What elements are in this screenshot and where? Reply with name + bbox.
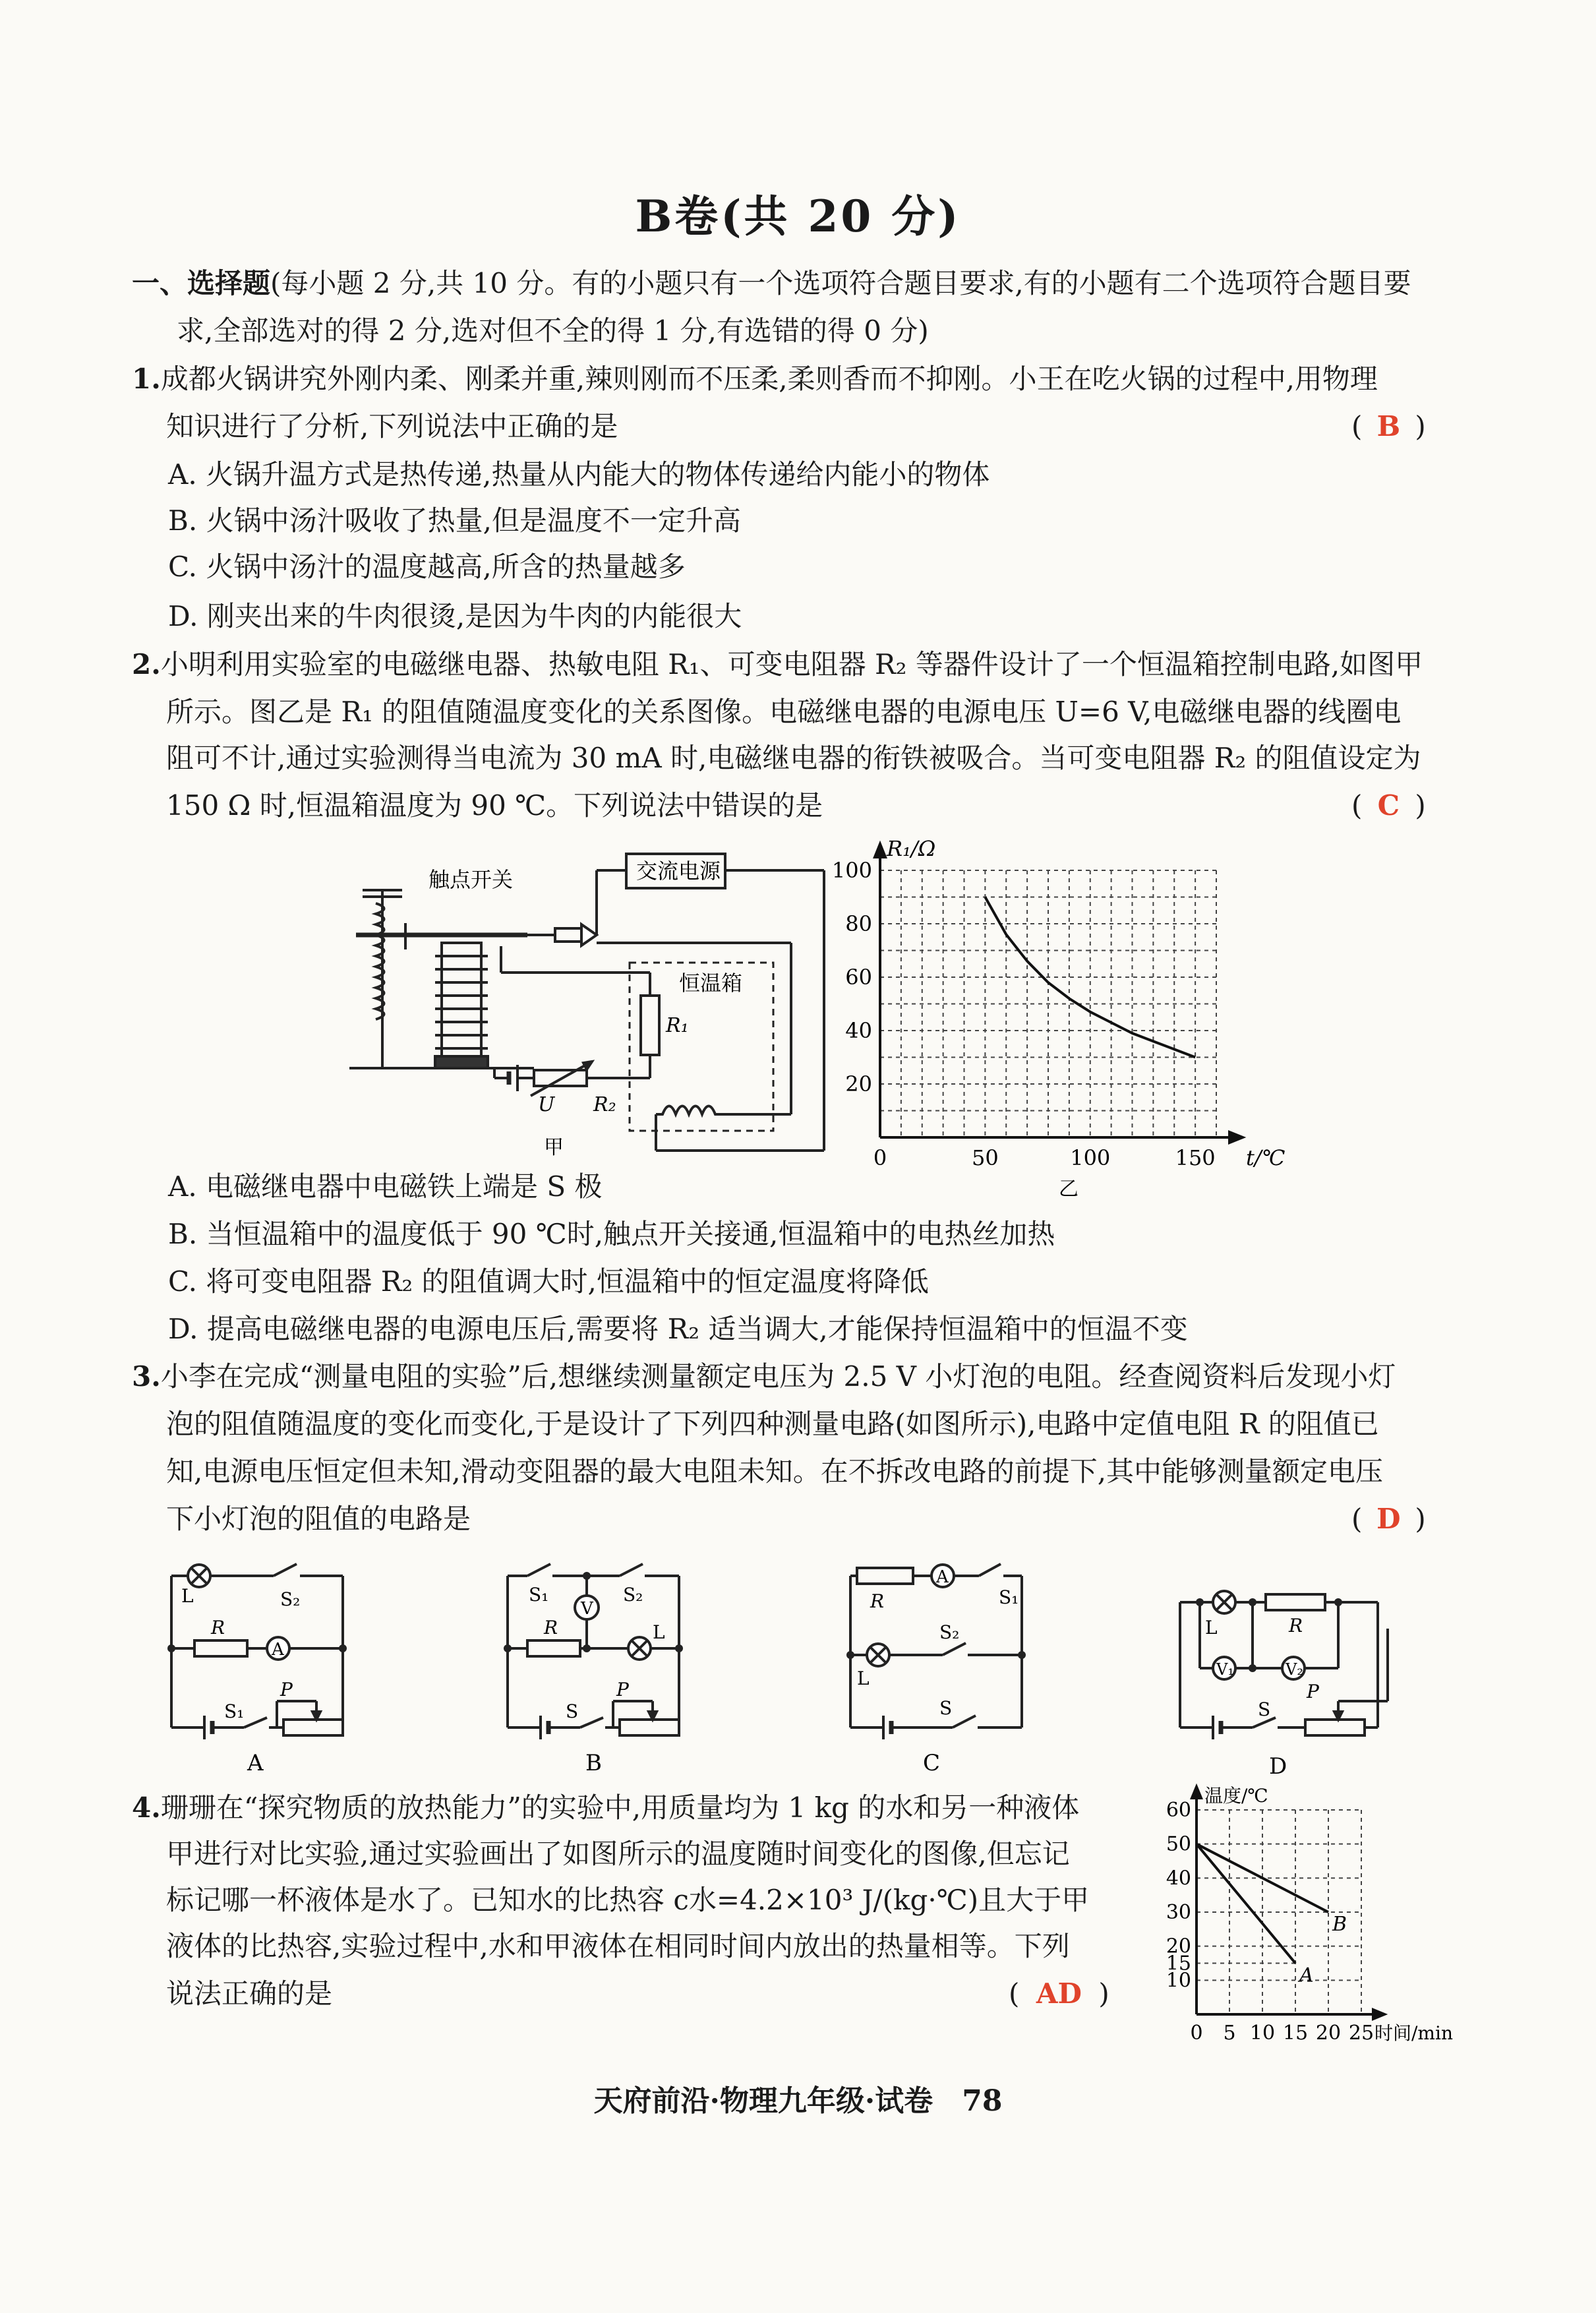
q2-paren-right: ): [1415, 789, 1426, 822]
chart2-ytick: 50: [1166, 1832, 1191, 1856]
circuit-c-s: S: [939, 1697, 953, 1719]
q4-stem-2: 甲进行对比实验,通过实验画出了如图所示的温度随时间变化的图像,但忘记: [166, 1838, 1070, 1870]
chart1-x-arrow: [1229, 1132, 1243, 1143]
chart1-ylabel: R₁/Ω: [887, 836, 936, 861]
circuit-d-r: R: [1289, 1615, 1303, 1637]
chart2-y-arrow: [1192, 1787, 1201, 1798]
chart1-y-arrow: [875, 844, 885, 857]
q4-answer-box: [1009, 1974, 1109, 2014]
q2-stem-2: 所示。图乙是 R₁ 的阻值随温度变化的关系图像。电磁继电器的电源电压 U=6 V,电磁继电器的线圈电: [166, 696, 1402, 728]
chart2-ytick: 60: [1166, 1799, 1191, 1822]
q2-option-b: B. 当恒温箱中的温度低于 90 ℃时,触点开关接通,恒温箱中的电热丝加热: [168, 1218, 1055, 1250]
chart2-xtick: 15: [1282, 2022, 1309, 2045]
circuit-b-s2: S₂: [623, 1584, 643, 1606]
q1-option-d: D. 刚夹出来的牛肉很烫,是因为牛肉的内能很大: [168, 600, 742, 632]
page-footer: 天府前沿·物理九年级·试卷 78: [593, 2084, 1003, 2118]
circuit-d-s: S: [1258, 1698, 1271, 1720]
q3-stem-3: 知,电源电压恒定但未知,滑动变阻器的最大电阻未知。在不拆改电路的前提下,其中能够测量额定电压: [166, 1455, 1384, 1487]
chart2-x-arrow: [1373, 2010, 1384, 2019]
q4-paren-right: ): [1098, 1977, 1109, 2010]
chart1-ytick: 80: [845, 911, 872, 936]
q3-paren-left: (: [1351, 1503, 1363, 1535]
circuit-a-s1: S₁: [224, 1700, 245, 1722]
q1-option-b: B. 火锅中汤汁吸收了热量,但是温度不一定升高: [168, 504, 741, 537]
chart2-ytick: 10: [1166, 1969, 1191, 1993]
spring: [376, 903, 384, 1019]
circuit-a-p: P: [280, 1679, 293, 1700]
q4-stem-3: 标记哪一杯液体是水了。已知水的比热容 c水=4.2×10³ J/(kg·℃)且大于甲: [166, 1884, 1090, 1916]
u-label: U: [538, 1093, 555, 1116]
circuit-b-meter: V: [581, 1599, 593, 1619]
chart1-caption: 乙: [1058, 1178, 1079, 1201]
circuit-c-l: L: [857, 1667, 870, 1689]
chart2-xtick: 20: [1315, 2022, 1342, 2045]
section-instruction-2: 求,全部选对的得 2 分,选对但不全的得 1 分,有选错的得 0 分): [177, 315, 929, 347]
q2-paren-left: (: [1351, 789, 1363, 822]
circuit-b-l: L: [653, 1621, 665, 1643]
q1-stem-1: [132, 359, 1378, 399]
circuit-b-caption: B: [585, 1750, 602, 1776]
q4-text-1: 珊珊在“探究物质的放热能力”的实验中,用质量均为 1 kg 的水和另一种液体: [160, 1791, 1080, 1824]
circuit-c-s2: S₂: [939, 1621, 960, 1643]
chart2-ytick: 40: [1166, 1867, 1191, 1890]
circuit-a-caption: A: [247, 1750, 264, 1776]
q4-stem-5: 说法正确的是: [166, 1977, 333, 2010]
chart1-xtick: 50: [972, 1145, 999, 1170]
chart2-xtick: 5: [1223, 2022, 1236, 2045]
chart1-xtick: 100: [1070, 1145, 1111, 1170]
q3-stem-2: 泡的阻值随温度的变化而变化,于是设计了下列四种测量电路(如图所示),电路中定值电阻 R 的阻值已: [166, 1408, 1379, 1440]
figure-yi-chart: [817, 836, 1318, 1201]
r1-label: R₁: [666, 1014, 689, 1037]
circuit-b: [488, 1549, 705, 1780]
circuit-a-r: R: [211, 1617, 225, 1638]
circuit-c: [831, 1549, 1048, 1780]
chart2-ytick: 30: [1166, 1901, 1191, 1924]
circuit-b-s: S: [566, 1700, 579, 1722]
fig-jia-caption: 甲: [544, 1136, 564, 1159]
q4-number: 4.: [132, 1791, 161, 1824]
q4-answer: AD: [1036, 1977, 1082, 2010]
circuit-a-l: L: [181, 1585, 194, 1607]
circuit-d-v1: V₁: [1216, 1660, 1234, 1679]
page-title: B卷(共 20 分): [635, 191, 961, 242]
circuit-d-p: P: [1307, 1681, 1319, 1702]
q2-text-1: 小明利用实验室的电磁继电器、热敏电阻 R₁、可变电阻器 R₂ 等器件设计了一个恒温箱控制电路,如图甲: [160, 648, 1423, 680]
chart1-ytick: 40: [845, 1018, 872, 1043]
circuit-a-meter: A: [272, 1640, 284, 1660]
q1-paren-right: ): [1415, 410, 1426, 442]
chart2-ytick: 20: [1166, 1935, 1191, 1958]
chart1-ytick: 20: [845, 1071, 872, 1096]
q3-stem-4: 下小灯泡的阻值的电路是: [166, 1503, 471, 1535]
section-instruction-1: [132, 264, 1411, 303]
switch-label: 触点开关: [429, 867, 514, 892]
q2-option-c: C. 将可变电阻器 R₂ 的阻值调大时,恒温箱中的恒定温度将降低: [168, 1265, 929, 1298]
q2-answer: C: [1377, 789, 1400, 822]
section-instruction-text: (每小题 2 分,共 10 分。有的小题只有一个选项符合题目要求,有的小题有二个选项符合题目要: [270, 267, 1411, 299]
chart2-xtick: 0: [1190, 2022, 1203, 2045]
circuit-a: [152, 1549, 369, 1780]
q3-paren-right: ): [1415, 1503, 1426, 1535]
chart2-ylabel: 温度/℃: [1204, 1785, 1268, 1807]
q1-stem-2: 知识进行了分析,下列说法中正确的是: [166, 410, 618, 442]
q3-text-1: 小李在完成“测量电阻的实验”后,想继续测量额定电压为 2.5 V 小灯泡的电阻。经查阅资料后发现小灯: [160, 1360, 1396, 1393]
circuit-b-r: R: [544, 1617, 558, 1638]
chart1-ytick: 100: [831, 858, 872, 883]
q2-stem-4: 150 Ω 时,恒温箱温度为 90 ℃。下列说法中错误的是: [166, 789, 823, 822]
r1-resistor: [641, 996, 659, 1055]
circuit-c-r: R: [870, 1590, 885, 1612]
chart1-ytick: 60: [845, 965, 872, 990]
q3-answer: D: [1376, 1503, 1401, 1535]
circuit-d: [1160, 1576, 1398, 1780]
q4-stem-1: [132, 1788, 1079, 1828]
q1-answer-box: [1351, 407, 1426, 446]
circuit-c-caption: C: [923, 1750, 941, 1776]
q1-option-a: A. 火锅升温方式是热传递,热量从内能大的物体传递给内能小的物体: [168, 458, 990, 491]
section-heading: 一、选择题: [132, 267, 271, 299]
chart2-line-A: [1197, 1844, 1295, 1964]
q1-answer: B: [1376, 410, 1401, 442]
circuit-d-v2: V₂: [1286, 1660, 1303, 1679]
circuit-d-l: L: [1205, 1617, 1218, 1638]
figure-q4-chart: [1147, 1780, 1477, 2057]
chart2-ytick: 15: [1166, 1952, 1191, 1975]
chart2-series-label-A: A: [1299, 1964, 1314, 1987]
ac-source-label: 交流电源: [636, 858, 721, 884]
chart2-series-label-B: B: [1332, 1913, 1347, 1936]
circuit-d-caption: D: [1269, 1753, 1287, 1780]
q1-text-1: 成都火锅讲究外刚内柔、刚柔并重,辣则刚而不压柔,柔则香而不抑刚。小王在吃火锅的过程中,用物理: [160, 363, 1378, 395]
figure-jia-circuit: [343, 851, 844, 1160]
chart1-xtick: 150: [1175, 1145, 1216, 1170]
circuit-c-s1: S₁: [999, 1586, 1019, 1608]
q1-option-c: C. 火锅中汤汁的温度越高,所含的热量越多: [168, 551, 686, 583]
q2-option-d: D. 提高电磁继电器的电源电压后,需要将 R₂ 适当调大,才能保持恒温箱中的恒温不变: [168, 1313, 1188, 1345]
q3-answer-box: [1351, 1499, 1426, 1539]
q2-stem-1: [132, 645, 1423, 684]
circuit-c-meter: A: [936, 1567, 949, 1587]
q3-stem-1: [132, 1357, 1396, 1397]
q2-option-a: A. 电磁继电器中电磁铁上端是 S 极: [168, 1170, 603, 1203]
q2-stem-3: 阻可不计,通过实验测得当电流为 30 mA 时,电磁继电器的衔铁被吸合。当可变电阻器 R₂ 的阻值设定为: [166, 742, 1421, 774]
q2-answer-box: [1351, 786, 1426, 826]
q4-stem-4: 液体的比热容,实验过程中,水和甲液体在相同时间内放出的热量相等。下列: [166, 1930, 1070, 1962]
r2-label: R₂: [593, 1093, 616, 1116]
q1-paren-left: (: [1351, 410, 1363, 442]
circuit-b-p: P: [616, 1679, 629, 1700]
chart2-xtick: 25: [1348, 2022, 1374, 2045]
electromagnet-core: [442, 943, 481, 1058]
chart1-xtick: 0: [873, 1145, 887, 1170]
heater-coil: [656, 1106, 728, 1115]
chart2-xlabel: 时间/min: [1374, 2022, 1453, 2044]
box-label: 恒温箱: [679, 971, 743, 996]
q2-number: 2.: [132, 648, 161, 680]
circuit-b-s1: S₁: [529, 1584, 549, 1606]
q3-number: 3.: [132, 1360, 161, 1393]
chart2-xtick: 10: [1249, 2022, 1276, 2045]
chart1-xlabel: t/℃: [1246, 1145, 1286, 1170]
q4-paren-left: (: [1009, 1977, 1020, 2010]
circuit-a-s2: S₂: [280, 1588, 301, 1610]
q1-number: 1.: [132, 363, 161, 395]
